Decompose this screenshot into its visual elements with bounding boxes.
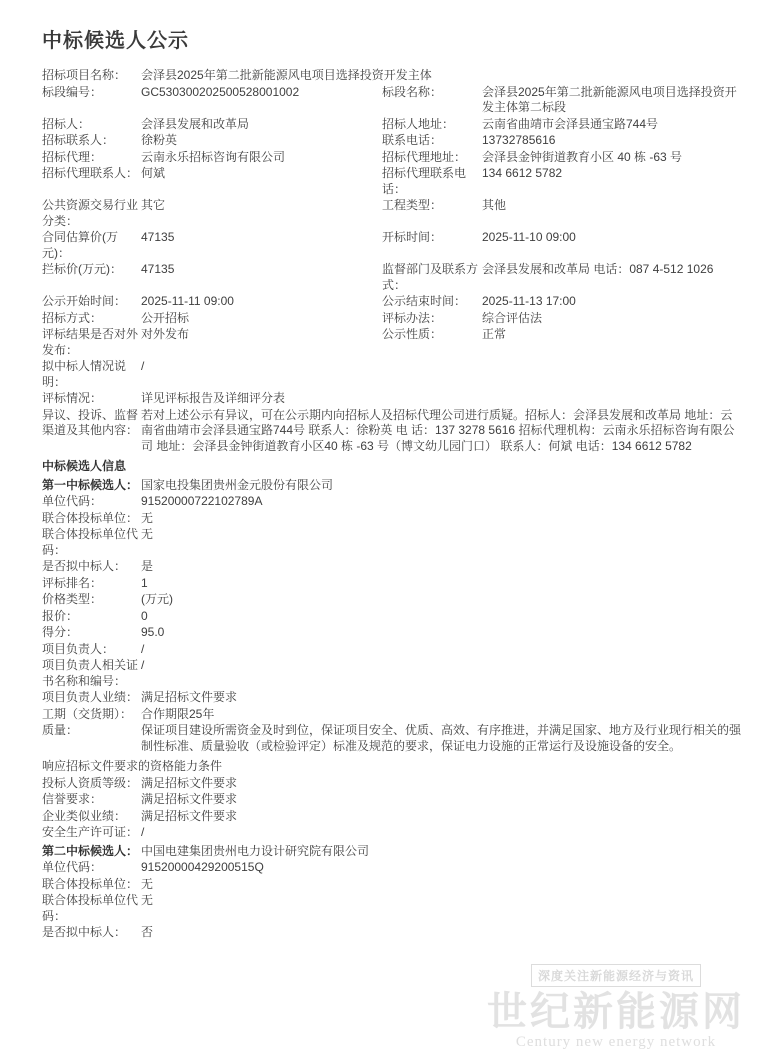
watermark-subtitle: Century new energy network [515, 1034, 717, 1050]
field-label: 公示性质： [382, 327, 443, 341]
field-label: 联合体投标单位代码： [42, 527, 139, 557]
field-row [42, 510, 743, 527]
field-label: 联系电话： [382, 133, 443, 147]
field-row [42, 591, 743, 608]
field-label: 招标代理： [42, 149, 103, 164]
field-value: 其它 [141, 198, 166, 212]
field-label: 拦标价(万元)： [42, 262, 122, 276]
field-row [42, 575, 743, 592]
field-value: 国家电投集团贵州金元股份有限公司 [141, 477, 334, 492]
field-value: 中国电建集团贵州电力设计研究院有限公司 [141, 843, 370, 858]
field-value: GC530300202500528001002 [141, 84, 300, 99]
field-row [42, 310, 743, 327]
field-row [42, 689, 743, 706]
field-label: 单位代码： [42, 860, 103, 874]
field-value: 否 [141, 925, 154, 939]
announcement-info-table [42, 67, 743, 941]
announcement-page [0, 24, 757, 1057]
field-value: 对外发布 [141, 327, 190, 341]
field-label: 招标方式： [42, 310, 103, 325]
field-value: 2025-11-10 09:00 [482, 230, 576, 244]
field-value: 是 [141, 559, 154, 573]
field-label: 得分： [42, 625, 79, 639]
field-row [42, 824, 743, 841]
field-value: 134 6612 5782 [482, 166, 563, 180]
field-value: 何斌 [141, 166, 166, 180]
field-value: 无 [141, 510, 154, 525]
field-row [42, 775, 743, 792]
field-label: 安全生产许可证： [42, 825, 139, 839]
field-label: 联合体投标单位： [42, 876, 139, 891]
field-label: 企业类似业绩： [42, 808, 127, 823]
field-value: 无 [141, 876, 154, 891]
field-row [42, 165, 743, 197]
field-label: 联合体投标单位代码： [42, 893, 139, 923]
field-value: 若对上述公示有异议，可在公示期内向招标人及招标代理公司进行质疑。招标人：会泽县发展和改革局 地址：云南省曲靖市会泽县通宝路744号 联系人：徐粉英 电 话：137 3278 5616 招标代理机构：云南永乐招标咨询有限公司 地址：会泽县金钟街道教育小区40 栋 -63 号（博文幼儿园门口） 联系人：何斌 电话：134 6612 5782 [141, 407, 735, 453]
field-row [42, 197, 743, 229]
field-value: 其他 [482, 198, 507, 212]
field-label: 标段编号： [42, 84, 103, 99]
field-row [42, 624, 743, 641]
field-value: 无 [141, 527, 154, 541]
field-row [42, 791, 743, 808]
field-label: 拟中标人情况说明： [42, 359, 127, 389]
field-row [42, 722, 743, 754]
field-row [42, 229, 743, 261]
field-label: 项目负责人业绩： [42, 690, 139, 704]
field-row [42, 67, 743, 84]
field-row [42, 407, 743, 455]
field-label: 投标人资质等级： [42, 775, 139, 790]
field-label: 异议、投诉、监督渠道及其他内容： [42, 407, 139, 437]
field-value: / [141, 641, 145, 656]
field-row [42, 358, 743, 390]
field-label: 信誉要求： [42, 792, 103, 806]
section-title: 响应招标文件要求的资格能力条件 [42, 759, 223, 773]
field-row [42, 859, 743, 876]
field-row [42, 493, 743, 510]
field-label: 工程类型： [382, 198, 443, 212]
field-value: 会泽县发展和改革局 电话：087 4-512 1026 [482, 262, 714, 276]
field-value: 13732785616 [482, 133, 556, 147]
field-label: 招标代理地址： [382, 149, 467, 164]
field-label: 报价： [42, 608, 79, 623]
field-value: 无 [141, 893, 154, 907]
field-value: 徐粉英 [141, 133, 178, 147]
field-row [42, 808, 743, 825]
field-row [42, 475, 743, 494]
field-label: 评标情况： [42, 391, 103, 405]
field-label: 招标人： [42, 116, 91, 131]
watermark-tagline: 深度关注新能源经济与资讯 [531, 964, 701, 987]
field-row [42, 558, 743, 575]
field-label: 招标代理联系人： [42, 166, 139, 180]
field-value: 会泽县发展和改革局 [141, 116, 250, 131]
field-value: 合作期限25年 [141, 706, 215, 721]
field-label: 是否拟中标人： [42, 559, 127, 573]
field-value: 47135 [141, 230, 175, 244]
field-value: 95.0 [141, 625, 165, 639]
field-row [42, 326, 743, 358]
field-value: 保证项目建设所需资金及时到位，保证项目安全、优质、高效、有序推进，并满足国家、地方及行业现行相关的强制性标准、质量验收（或检验评定）标准及规范的要求，保证电力设施的正常运行及设施设备的安全。 [141, 723, 742, 753]
field-value: 满足招标文件要求 [141, 808, 238, 823]
field-value: 1 [141, 575, 148, 590]
field-label: 第一中标候选人： [42, 477, 139, 492]
field-label: 评标结果是否对外发布： [42, 327, 139, 357]
field-row [42, 84, 743, 116]
page-title: 中标候选人公示 [42, 30, 189, 52]
field-label: 评标办法： [382, 310, 443, 325]
field-row [42, 841, 743, 860]
field-label: 单位代码： [42, 494, 103, 508]
field-label: 第二中标候选人： [42, 843, 139, 858]
field-row [42, 608, 743, 625]
field-label: 开标时间： [382, 230, 443, 244]
field-label: 联合体投标单位： [42, 510, 139, 525]
field-label: 质量： [42, 723, 79, 737]
site-watermark [487, 964, 745, 1051]
field-value: 云南永乐招标咨询有限公司 [141, 149, 286, 164]
field-value: 会泽县2025年第二批新能源风电项目选择投资开发主体 [141, 68, 432, 82]
field-value: 会泽县2025年第二批新能源风电项目选择投资开发主体第二标段 [482, 84, 737, 114]
field-value: 满足招标文件要求 [141, 775, 238, 790]
field-value: (万元) [141, 592, 173, 606]
field-row [42, 116, 743, 133]
field-label: 监督部门及联系方式： [382, 262, 479, 292]
field-label: 公共资源交易行业分类： [42, 198, 139, 228]
field-value: / [141, 825, 145, 839]
field-label: 工期（交货期）： [42, 706, 133, 721]
field-value: 公开招标 [141, 310, 190, 325]
field-value: 详见评标报告及详细评分表 [141, 391, 286, 405]
watermark-site-name: 世纪新能源网 [487, 990, 745, 1034]
field-label: 合同估算价(万元)： [42, 230, 118, 260]
section-title: 中标候选人信息 [42, 459, 127, 473]
field-row [42, 876, 743, 893]
field-row [42, 924, 743, 941]
field-label: 是否拟中标人： [42, 925, 127, 939]
field-value: 正常 [482, 327, 507, 341]
field-value: / [141, 658, 145, 672]
field-label: 标段名称： [382, 84, 443, 99]
field-value: 云南省曲靖市会泽县通宝路744号 [482, 116, 659, 131]
field-value: 0 [141, 608, 148, 623]
field-row [42, 526, 743, 558]
field-label: 招标联系人： [42, 133, 115, 147]
field-label: 价格类型： [42, 592, 103, 606]
field-row [42, 641, 743, 658]
field-row [42, 390, 743, 407]
field-label: 公示结束时间： [382, 294, 467, 308]
field-label: 评标排名： [42, 575, 103, 590]
field-label: 项目负责人： [42, 641, 115, 656]
field-value: 满足招标文件要求 [141, 792, 238, 806]
field-value: 2025-11-13 17:00 [482, 294, 576, 308]
field-row [42, 657, 743, 689]
field-label: 招标人地址： [382, 116, 455, 131]
field-value: / [141, 359, 145, 373]
field-value: 91520000722102789A [141, 494, 263, 508]
field-value: 综合评估法 [482, 310, 543, 325]
field-row [42, 892, 743, 924]
field-value: 2025-11-11 09:00 [141, 294, 234, 308]
field-row [42, 132, 743, 149]
field-value: 满足招标文件要求 [141, 690, 238, 704]
field-value: 47135 [141, 262, 175, 276]
field-row [42, 149, 743, 166]
field-row [42, 261, 743, 293]
field-label: 项目负责人相关证书名称和编号： [42, 658, 139, 688]
field-value: 会泽县金钟街道教育小区 40 栋 -63 号 [482, 149, 683, 164]
section-header-row [42, 754, 743, 775]
field-row [42, 293, 743, 310]
field-label: 招标代理联系电话： [382, 166, 467, 196]
field-label: 公示开始时间： [42, 294, 127, 308]
field-row [42, 706, 743, 723]
field-label: 招标项目名称： [42, 68, 127, 82]
field-value: 91520000429200515Q [141, 860, 264, 874]
section-header-row [42, 454, 743, 475]
